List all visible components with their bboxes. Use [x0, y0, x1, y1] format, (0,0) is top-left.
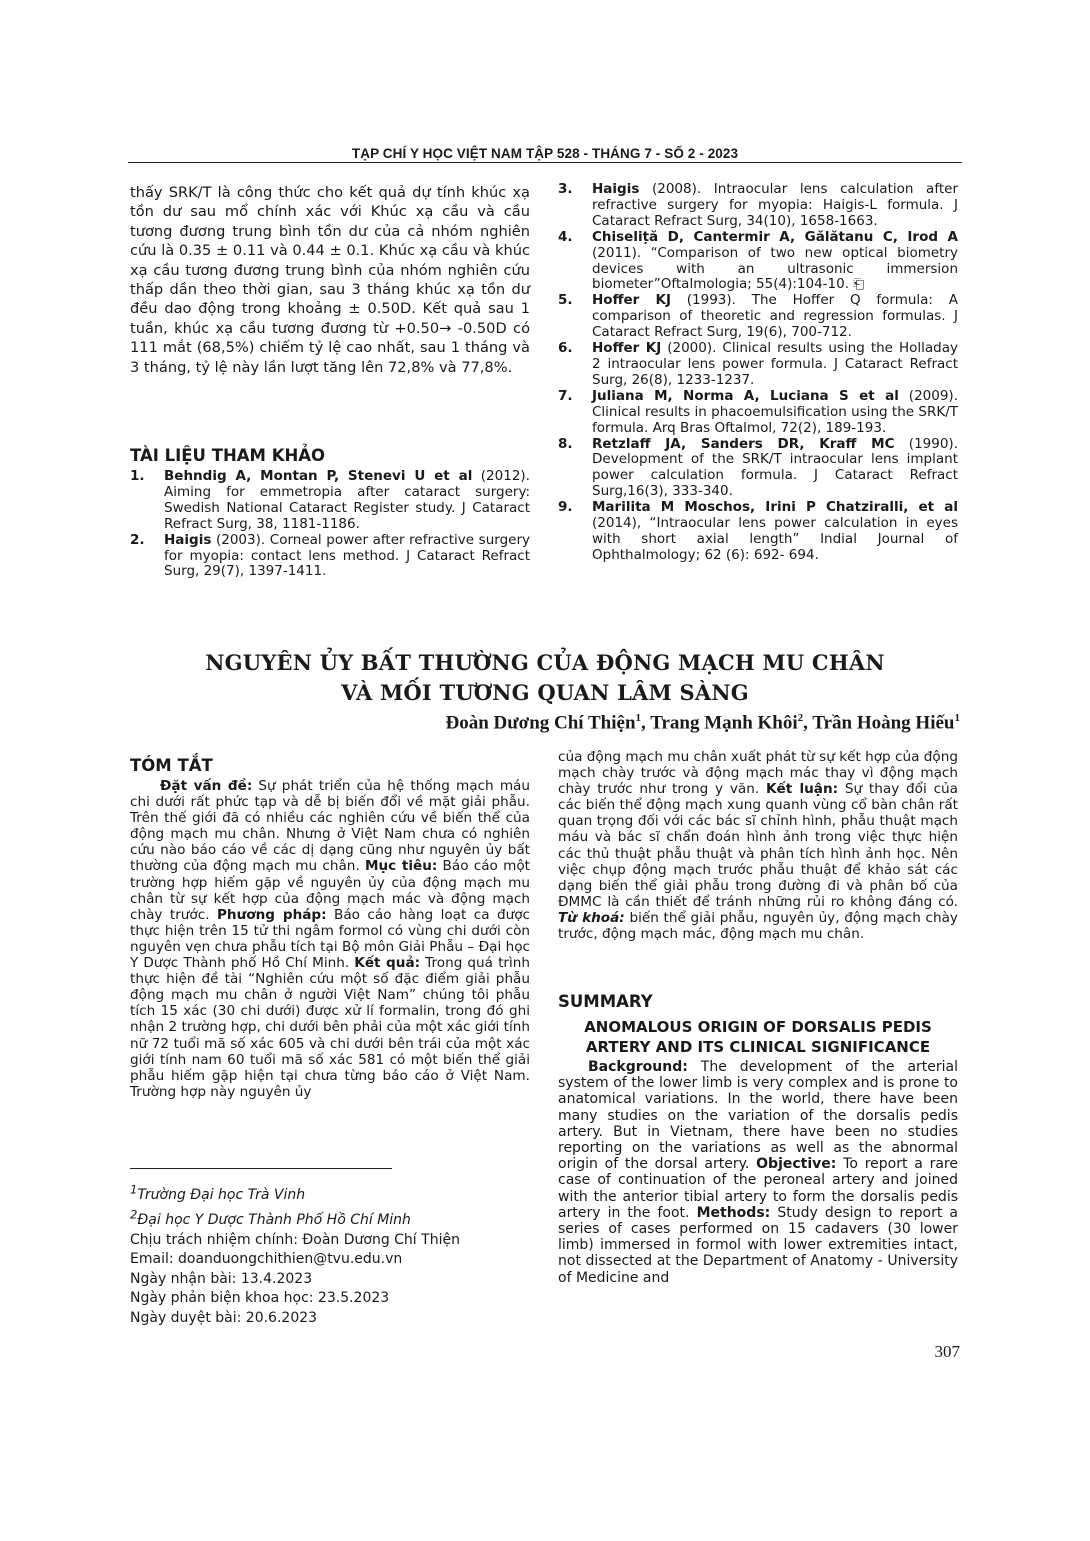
- abstract-heading: TÓM TẮT: [130, 756, 213, 775]
- reference-item: 2. Haigis (2003). Corneal power after refractive surgery for myopia: contact lens method. J Cataract Refract Surg, 29(7), 1397-1411.: [130, 531, 530, 580]
- footnote-block: [130, 1180, 570, 1328]
- footnote-rule: [130, 1168, 392, 1169]
- author-name: Trang Mạnh Khôi: [650, 712, 798, 734]
- footnote-reviewed: Ngày phản biện khoa học: 23.5.2023: [130, 1290, 390, 1307]
- author-list: Đoàn Dương Chí Thiện$^1$, Trang Mạnh Khôi$^2$, Trần Hoàng Hiếu$^1$: [445, 712, 960, 734]
- reference-item: 1. Behndig A, Montan P, Stenevi U et al (2012). Aiming for emmetropia after cataract surgery: Swedish National Cataract Register study. J Cataract Refract Surg, 38, 1181-1186.: [130, 468, 530, 532]
- reference-item: 4. Chiseliță D, Cantermir A, Gălătanu C, Irod A (2011). “Comparison of two new optical biometry devices with an ultrasonic immersion biometer”Oftalmologia; 55(4):104-10. ⎗: [558, 228, 958, 293]
- summary-title: ANOMALOUS ORIGIN OF DORSALIS PEDIS ARTERY AND ITS CLINICAL SIGNIFICANCE: [584, 1018, 932, 1056]
- author-name: Trần Hoàng Hiếu: [812, 712, 955, 734]
- reference-item: 3. Haigis (2008). Intraocular lens calculation after refractive surgery for myopia: Haigis-L formula. J Cataract Refract Surg, 34(10), 1658-1663.: [558, 181, 958, 229]
- references-list-right: [558, 182, 958, 564]
- footnote-accepted: Ngày duyệt bài: 20.6.2023: [130, 1309, 318, 1326]
- reference-item: 8. Retzlaff JA, Sanders DR, Kraff MC (1990). Development of the SRK/T intraocular lens implant power calculation formula. J Cataract Refract Surg,16(3), 333-340.: [558, 435, 958, 500]
- reference-item: 9. Marilita M Moschos, Irini P Chatziralli, et al (2014), “Intraocular lens power calculation in eyes with short axial length” Indial Journal of Ophthalmology; 62 (6): 692- 694.: [558, 499, 958, 563]
- abstract-body-right: của động mạch mu chân xuất phát từ sự kết hợp của động mạch chày trước và động mạch mác thay vì động mạch chày trước như trong y văn. Kết luận: Sự thay đổi của các biến thể động mạch xung quanh vùng cổ bàn chân rất quan trọng đối với các bác sĩ chỉnh hình, phẫu thuật mạch máu và bác sĩ chẩn đoán hình ảnh trong việc thực hiện các thủ thuật phẫu thuật và phân tích hình ảnh học. Nên việc chụp động mạch trước phẫu thuật để khảo sát các dạng biến thể giải phẫu trong đường đi và phân bố của ĐMMC là cần thiết để tránh những rủi ro không đáng có. Từ khoá: biến thể giải phẫu, nguyên ủy, động mạch chày trước, động mạch mác, động mạch mu chân.: [558, 749, 958, 943]
- article-title-line-2: VÀ MỐI TƯƠNG QUAN LÂM SÀNG: [341, 680, 749, 705]
- summary-body: Background: The development of the arterial system of the lower limb is very complex and is prone to anatomical variations. In the world, there have been many studies on the variation of the dorsalis pedis artery. But in Vietnam, there have been no studies reporting on the variations as well as the abnormal origin of the dorsal artery. Objective: To report a rare case of continuation of the peroneal artery and joined with the anterior tibial artery to form the dorsalis pedis artery in the foot. Methods: Study design to report a series of cases performed on 15 cadavers (30 lower limb) immersed in formol with lower extremities intact, not dissected at the Department of Anatomy - University of Medicine and: [558, 1059, 958, 1286]
- footnote-received: Ngày nhận bài: 13.4.2023: [130, 1270, 313, 1287]
- article-title-line-1: NGUYÊN ỦY BẤT THƯỜNG CỦA ĐỘNG MẠCH MU CHÂN: [205, 650, 885, 675]
- footnote-affiliation-1: $^1$Trường Đại học Trà Vinh: [130, 1182, 306, 1203]
- reference-item: 6. Hoffer KJ (2000). Clinical results using the Holladay 2 intraocular lens power formula. J Cataract Refract Surg, 26(8), 1233-1237.: [558, 340, 958, 388]
- references-heading: TÀI LIỆU THAM KHẢO: [130, 446, 326, 465]
- reference-item: 5. Hoffer KJ (1993). The Hoffer Q formula: A comparison of theoretic and regression formulas. J Cataract Refract Surg, 19(6), 700-712.: [558, 292, 958, 341]
- page-number: 307: [934, 1342, 960, 1361]
- author-affiliation: 1: [635, 712, 642, 724]
- footnote-affiliation-2: $^2$Đại học Y Dược Thành Phố Hồ Chí Minh: [130, 1207, 411, 1228]
- footnote-email: Email: doanduongchithien@tvu.edu.vn: [130, 1251, 403, 1268]
- prev-conclusion-paragraph: thấy SRK/T là công thức cho kết quả dự tính khúc xạ tồn dư sau mổ chính xác với Khúc xạ cầu và cầu tương đương trung bình tồn dư của cả nhóm nghiên cứu là 0.35 ± 0.11 và 0.44 ± 0.1. Khúc xạ cầu và khúc xạ cầu tương đương trung bình của nhóm nghiên cứu thấp dần theo thời gian, sau 3 tháng khúc xạ tồn dư đều dao động trong khoảng ± 0.50D. Kết quả sau 1 tuần, khúc xạ cầu tương đương từ +0.50→ -0.50D có 111 mắt (68,5%) chiếm tỷ lệ cao nhất, sau 1 tháng và 3 tháng, tỷ lệ này lần lượt tăng lên 72,8% và 77,8%.: [130, 184, 530, 376]
- author-affiliation: 2: [797, 712, 804, 724]
- references-list-left: [130, 469, 530, 580]
- author-name: Đoàn Dương Chí Thiện: [445, 712, 636, 734]
- reference-item: 7. Juliana M, Norma A, Luciana S et al (2009). Clinical results in phacoemulsification using the SRK/T formula. Arq Bras Oftalmol, 72(2), 189-193.: [558, 387, 958, 436]
- footnote-corresponding: Chịu trách nhiệm chính: Đoàn Dương Chí Thiện: [130, 1231, 460, 1248]
- summary-heading: SUMMARY: [558, 992, 653, 1011]
- article-title: [130, 648, 960, 708]
- header-rule: [128, 162, 962, 163]
- author-affiliation: 1: [954, 712, 960, 724]
- abstract-body-left: Đặt vấn đề: Sự phát triển của hệ thống mạch máu chi dưới rất phức tạp và dễ bị biến đổi về mặt giải phẫu. Trên thế giới đã có nhiều các nghiên cứu về biến thể của động mạch mu chân. Nhưng ở Việt Nam chưa có nghiên cứu nào báo cáo về các dị dạng cũng như nguyên ủy bất thường của động mạch mu chân. Mục tiêu: Báo cáo một trường hợp hiếm gặp về nguyên ủy của động mạch mu chân từ sự kết hợp của động mạch mác và động mạch chày trước. Phương pháp: Báo cáo hàng loạt ca được thực hiện trên 15 tử thi ngâm formol có vùng chi dưới còn nguyên vẹn chưa phẫu tích tại Bộ môn Giải Phẫu – Đại học Y Dược Thành phố Hồ Chí Minh. Kết quả: Trong quá trình thực hiện đề tài “Nghiên cứu một số đặc điểm giải phẫu động mạch mu chân ở người Việt Nam” chúng tôi phẫu tích 15 xác (30 chi dưới) được xử lí formalin, trong đó ghi nhận 2 trường hợp, chi dưới bên phải của một xác giới tính nữ 72 tuổi mã số xác 605 và chi dưới bên trái của một xác giới tính nam 60 tuổi mã số xác 581 có một biến thể giải phẫu hiếm gặp hiện tại chưa từng báo cáo ở Việt Nam. Trường hợp này nguyên ủy: [130, 778, 531, 1100]
- journal-header: TẠP CHÍ Y HỌC VIỆT NAM TẬP 528 - THÁNG 7 - SỐ 2 - 2023: [351, 146, 739, 161]
